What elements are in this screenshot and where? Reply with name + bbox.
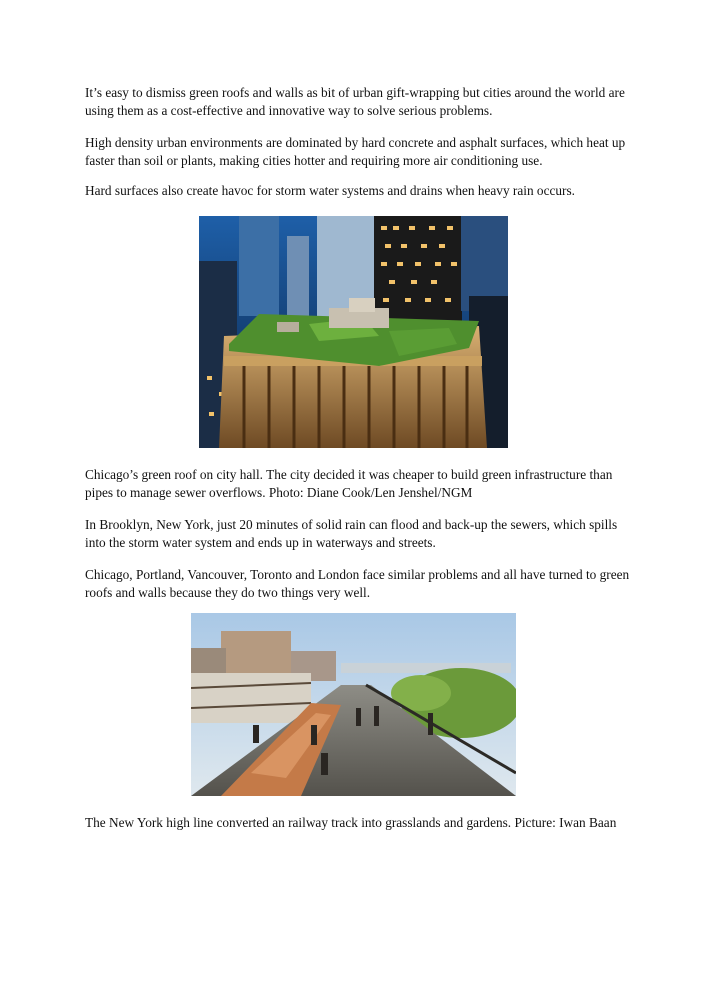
- paragraph-brooklyn: In Brooklyn, New York, just 20 minutes of solid rain can flood and back-up the sewers, which spills into the storm water system and ends up in waterways and streets.: [85, 517, 618, 550]
- caption-chicago-green-roof: Chicago’s green roof on city hall. The city decided it was cheaper to build green infrastructure than pipes to manage sewer overflows. Photo: Diane Cook/Len Jenshel/NGM: [85, 467, 613, 500]
- new-york-high-line-photo: [191, 613, 516, 796]
- paragraph-storm-water: Hard surfaces also create havoc for storm water systems and drains when heavy rain occurs.: [85, 183, 575, 198]
- paragraph-intro: It’s easy to dismiss green roofs and walls as bit of urban gift-wrapping but cities around the world are using them as a cost-effective and innovative way to solve serious problems.: [85, 85, 625, 118]
- chicago-green-roof-photo: [199, 216, 508, 448]
- caption-high-line: The New York high line converted an railway track into grasslands and gardens. Picture: Iwan Baan: [85, 815, 617, 830]
- paragraph-urban-heat: High density urban environments are dominated by hard concrete and asphalt surfaces, which heat up faster than soil or plants, making cities hotter and requiring more air conditioning use.: [85, 135, 626, 168]
- paragraph-cities: Chicago, Portland, Vancouver, Toronto and London face similar problems and all have turned to green roofs and walls because they do two things very well.: [85, 567, 630, 600]
